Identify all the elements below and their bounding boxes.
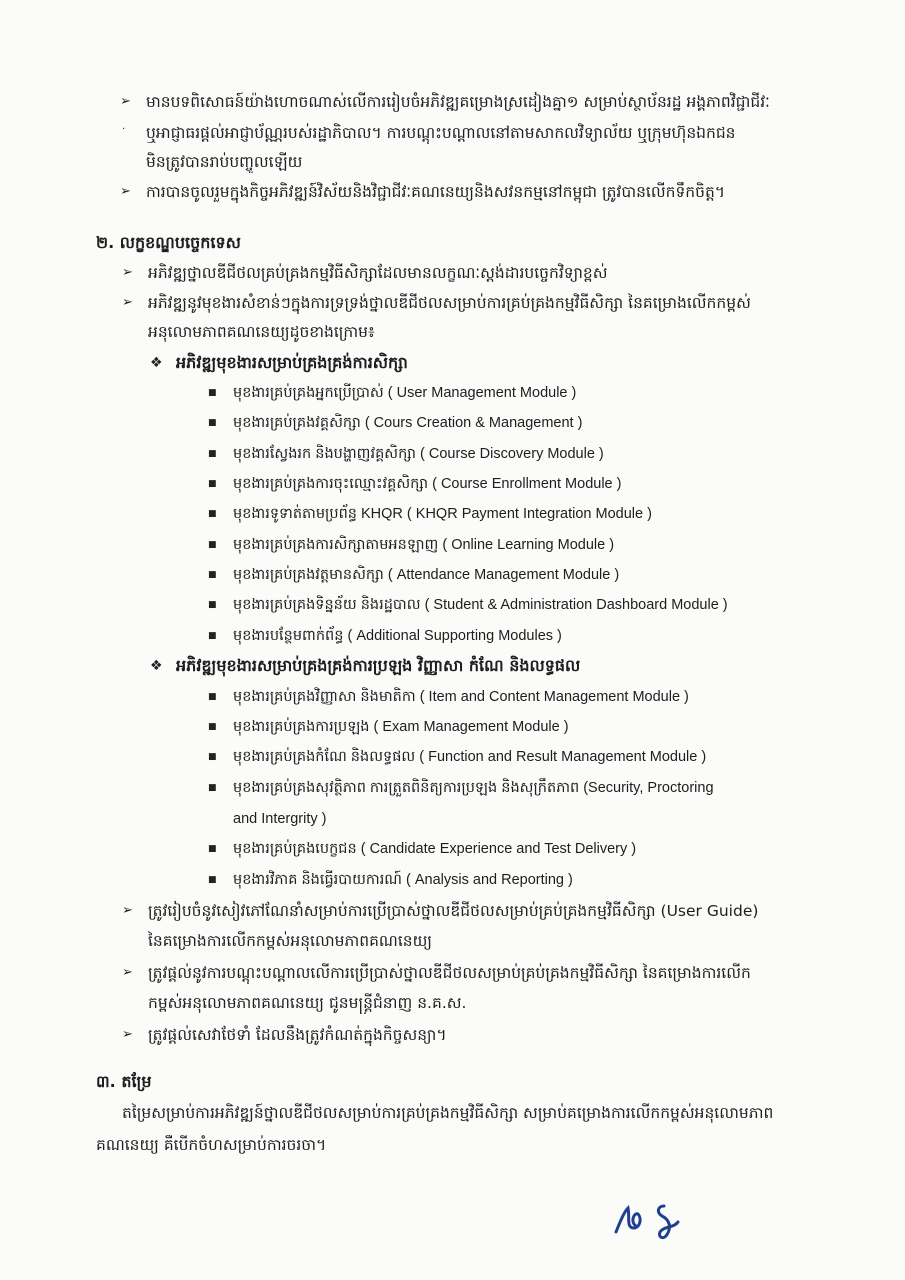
module-item: មុខងារគ្រប់គ្រងបេក្ខជន ( Candidate Experience and Test Delivery ) <box>233 841 637 857</box>
square-bullet-icon: ■ <box>208 752 217 762</box>
module-item: មុខងារទូទាត់តាមប្រព័ន្ធ KHQR ( KHQR Payment Integration Module ) <box>233 506 652 522</box>
square-bullet-icon: ■ <box>208 631 217 641</box>
square-bullet-icon: ■ <box>208 418 217 428</box>
paragraph-line: មិនត្រូវបានរាប់បញ្ចូលឡើយ <box>146 153 303 171</box>
list-item-continuation: អនុលោមភាពគណនេយ្យដូចខាងក្រោម៖ <box>148 323 375 341</box>
square-bullet-icon: ■ <box>208 692 217 702</box>
arrow-bullet-icon: ➢ <box>122 965 133 980</box>
square-bullet-icon: ■ <box>208 449 217 459</box>
paragraph-line: ឬអាជ្ញាធរផ្តល់អាជ្ញាប័ណ្ណរបស់រដ្ឋាភិបាល។ ការបណ្តុះបណ្តាលនៅតាមសាកលវិទ្យាល័យ ឬក្រុមហ៊ុនឯកជន <box>146 124 736 142</box>
module-item: មុខងារគ្រប់គ្រងការប្រឡង ( Exam Management Module ) <box>233 719 569 735</box>
square-bullet-icon: ■ <box>208 509 217 519</box>
square-bullet-icon: ■ <box>208 388 217 398</box>
module-item: មុខងារគ្រប់គ្រងអ្នកប្រើប្រាស់ ( User Management Module ) <box>233 385 577 401</box>
list-item: អភិវឌ្ឍថ្នាលឌីជីថលគ្រប់គ្រងកម្មវិធីសិក្សាដែលមានលក្ខណៈស្តង់ដារបច្ចេកវិទ្យាខ្ពស់ <box>148 264 608 282</box>
arrow-bullet-icon: ➢ <box>122 295 133 310</box>
module-item: មុខងារគ្រប់គ្រងទិន្នន័យ និងរដ្ឋបាល ( Student & Administration Dashboard Module ) <box>233 597 728 613</box>
square-bullet-icon: ■ <box>208 875 217 885</box>
square-bullet-icon: ■ <box>208 600 217 610</box>
module-item: មុខងារគ្រប់គ្រងការចុះឈ្មោះវគ្គសិក្សា ( Course Enrollment Module ) <box>233 476 622 492</box>
square-bullet-icon: ■ <box>208 722 217 732</box>
dot-mark-icon: · <box>122 124 126 135</box>
subsection-heading: អភិវឌ្ឍមុខងារសម្រាប់គ្រងគ្រង់ការសិក្សា <box>176 353 408 372</box>
module-item-continuation: and Intergrity ) <box>233 811 327 827</box>
square-bullet-icon: ■ <box>208 783 217 793</box>
paragraph-line: តម្រៃសម្រាប់ការអភិវឌ្ឍន៍ថ្នាលឌីជីថលសម្រាប់ការគ្រប់គ្រងកម្មវិធីសិក្សា សម្រាប់គម្រោងការលើកកម្ពស់អនុលោមភាព <box>122 1104 774 1122</box>
square-bullet-icon: ■ <box>208 844 217 854</box>
list-item: ត្រូវរៀបចំនូវសៀវភៅណែនាំសម្រាប់ការប្រើប្រាស់ថ្នាលឌីជីថលសម្រាប់គ្រប់គ្រងកម្មវិធីសិក្សា (User Guide) <box>148 902 759 920</box>
arrow-bullet-icon: ➢ <box>120 184 131 199</box>
list-item-continuation: កម្ពស់អនុលោមភាពគណនេយ្យ ជូនមន្ត្រីជំនាញ ន.គ.ស. <box>148 994 467 1012</box>
arrow-bullet-icon: ➢ <box>120 94 131 109</box>
module-item: មុខងារបន្ថែមពាក់ព័ន្ធ ( Additional Supporting Modules ) <box>233 628 562 644</box>
subsection-heading: អភិវឌ្ឍមុខងារសម្រាប់គ្រងគ្រង់ការប្រឡង វិញ្ញាសា កំណែ និងលទ្ធផល <box>176 656 581 675</box>
module-item: មុខងារស្វែងរក និងបង្ហាញវគ្គសិក្សា ( Course Discovery Module ) <box>233 446 604 462</box>
list-item: ត្រូវផ្តល់នូវការបណ្តុះបណ្តាលលើការប្រើប្រាស់ថ្នាលឌីជីថលសម្រាប់គ្រប់គ្រងកម្មវិធីសិក្សា នៃគម្រោងការលើក <box>148 964 751 982</box>
module-item: មុខងារគ្រប់គ្រងវិញ្ញាសា និងមាតិកា ( Item and Content Management Module ) <box>233 689 689 705</box>
arrow-bullet-icon: ➢ <box>122 1027 133 1042</box>
paragraph-line: ការបានចូលរួមក្នុងកិច្ចអភិវឌ្ឍន៍វិស័យនិងវិជ្ជាជីវៈគណនេយ្យនិងសវនកម្មនៅកម្ពុជា ត្រូវបានលើកទឹកចិត្ត។ <box>146 183 726 201</box>
section-2-heading: ២. លក្ខខណ្ឌបច្ចេកទេស <box>96 233 241 252</box>
paragraph-line: មានបទពិសោធន៍យ៉ាងហោចណាស់លើការរៀបចំអភិវឌ្ឍគម្រោងស្រដៀងគ្នា១ សម្រាប់ស្ថាប័នរដ្ឋ អង្គភាពវិជ្ជាជីវៈ <box>146 93 770 111</box>
module-item: មុខងារគ្រប់គ្រងវគ្គសិក្សា ( Cours Creation & Management ) <box>233 415 583 431</box>
list-item: អភិវឌ្ឍនូវមុខងារសំខាន់ៗក្នុងការទ្រទ្រង់ថ្នាលឌីជីថលសម្រាប់ការគ្រប់គ្រងកម្មវិធីសិក្សា នៃគម្រោងលើកកម្ពស់ <box>148 294 751 312</box>
square-bullet-icon: ■ <box>208 479 217 489</box>
list-item: ត្រូវផ្តល់សេវាថែទាំ ដែលនឹងត្រូវកំណត់ក្នុងកិច្ចសន្យា។ <box>148 1026 447 1044</box>
module-item: មុខងារគ្រប់គ្រងកំណែ និងលទ្ធផល ( Function and Result Management Module ) <box>233 749 707 765</box>
diamond-bullet-icon: ❖ <box>150 658 163 674</box>
module-item: មុខងារគ្រប់គ្រងសុវត្ថិភាព ការត្រួតពិនិត្យការប្រឡង និងសុក្រឹតភាព (Security, Proctoring <box>233 780 714 796</box>
square-bullet-icon: ■ <box>208 570 217 580</box>
list-item-continuation: នៃគម្រោងការលើកកម្ពស់អនុលោមភាពគណនេយ្យ <box>148 932 432 950</box>
paragraph-line: គណនេយ្យ គឺបើកចំហសម្រាប់ការចរចា។ <box>96 1136 327 1154</box>
module-item: មុខងារគ្រប់គ្រងវត្តមានសិក្សា ( Attendance Management Module ) <box>233 567 620 583</box>
arrow-bullet-icon: ➢ <box>122 903 133 918</box>
section-3-heading: ៣. តម្រែ <box>96 1072 152 1091</box>
square-bullet-icon: ■ <box>208 540 217 550</box>
diamond-bullet-icon: ❖ <box>150 355 163 371</box>
handwritten-initials-signature <box>608 1198 698 1244</box>
module-item: មុខងារគ្រប់គ្រងការសិក្សាតាមអនឡាញ ( Online Learning Module ) <box>233 537 615 553</box>
module-item: មុខងារវិភាគ និងធ្វើរបាយការណ៍ ( Analysis and Reporting ) <box>233 872 573 888</box>
arrow-bullet-icon: ➢ <box>122 265 133 280</box>
